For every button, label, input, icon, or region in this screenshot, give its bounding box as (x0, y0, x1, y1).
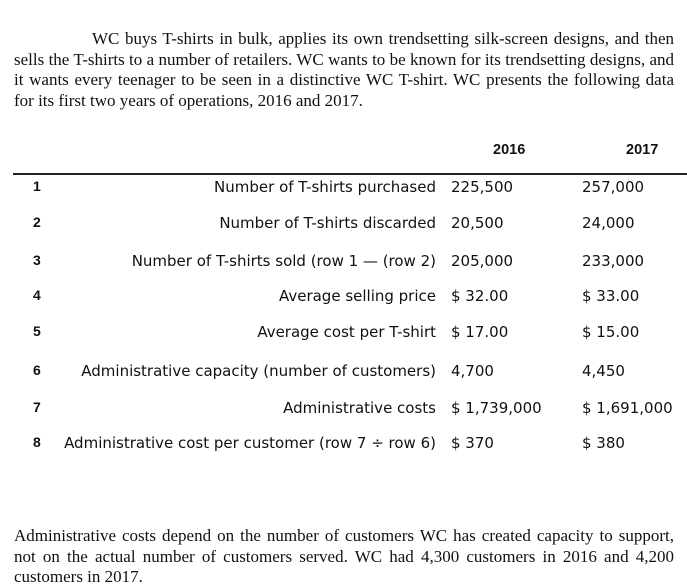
value-2017: $ 1,691,000 (582, 399, 673, 417)
table-row (0, 252, 687, 278)
value-2016: 4,700 (451, 362, 494, 380)
value-2016: $ 17.00 (451, 323, 509, 341)
table-row (0, 214, 687, 240)
column-header-2016: 2016 (493, 142, 526, 158)
row-label: Administrative cost per customer (row 7 ÷ row 6) (64, 434, 436, 452)
row-number: 2 (33, 214, 41, 230)
value-2017: $ 33.00 (582, 287, 640, 305)
row-number: 1 (33, 178, 41, 194)
row-number: 8 (33, 434, 41, 450)
outro-paragraph: Administrative costs depend on the number of customers WC has created capacity to support, not on the actual number of customers served. WC had 4,300 customers in 2016 and 4,200 customers in 2017. (14, 526, 674, 586)
row-label: Number of T-shirts discarded (219, 214, 436, 232)
row-label: Administrative costs (283, 399, 436, 417)
value-2017: 4,450 (582, 362, 625, 380)
value-2016: $ 32.00 (451, 287, 509, 305)
value-2016: 225,500 (451, 178, 514, 196)
row-label: Average selling price (278, 287, 436, 305)
table-row (0, 178, 687, 204)
value-2017: $ 15.00 (582, 323, 640, 341)
value-2017: $ 380 (582, 434, 625, 452)
table-row (0, 434, 687, 460)
row-label: Number of T-shirts purchased (214, 178, 436, 196)
row-number: 7 (33, 399, 41, 415)
value-2017: 24,000 (582, 214, 635, 232)
value-2017: 257,000 (582, 178, 645, 196)
row-number: 5 (33, 323, 41, 339)
value-2017: 233,000 (582, 252, 645, 270)
row-label: Average cost per T-shirt (257, 323, 436, 341)
value-2016: 205,000 (451, 252, 514, 270)
table-row (0, 323, 687, 349)
value-2016: $ 1,739,000 (451, 399, 542, 417)
table-row (0, 362, 687, 388)
row-label: Administrative capacity (number of customers) (81, 362, 436, 380)
header-rule (13, 173, 687, 175)
row-number: 3 (33, 252, 41, 268)
value-2016: 20,500 (451, 214, 504, 232)
table-row (0, 399, 687, 425)
column-header-2017: 2017 (626, 142, 659, 158)
value-2016: $ 370 (451, 434, 494, 452)
intro-paragraph: WC buys T-shirts in bulk, applies its own trendsetting silk-screen designs, and then sells the T-shirts to a number of retailers. WC wants to be known for its trendsetting designs, and it wants every teenager to be seen in a distinctive WC T-shirt. WC presents the following data for its first two years of operations, 2016 and 2017. (14, 29, 674, 110)
table-row (0, 287, 687, 313)
row-number: 6 (33, 362, 41, 378)
row-label: Number of T-shirts sold (row 1 — (row 2) (131, 252, 436, 270)
row-number: 4 (33, 287, 41, 303)
